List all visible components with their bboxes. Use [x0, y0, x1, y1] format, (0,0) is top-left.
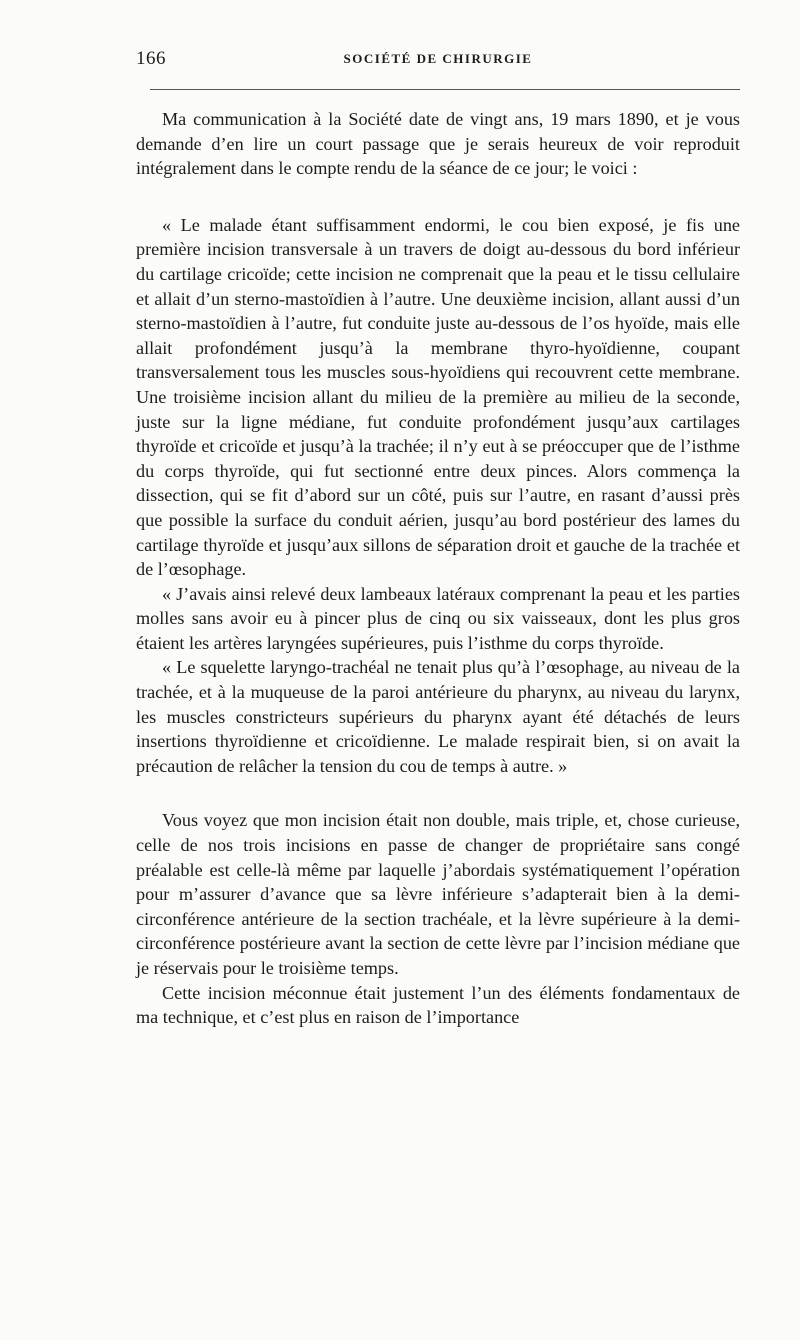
paragraph-quote-flaps: « J’avais ainsi relevé deux lambeaux latéraux comprenant la peau et les parties molles sans avoir eu à pincer plus de cinq ou six vaisseaux, dont les plus gros étaient les artères laryngées supérieures, puis l’isthme du corps thyroïde.: [136, 583, 740, 653]
paragraph-quote-skeleton: « Le squelette laryngo-trachéal ne tenait plus qu’à l’œsophage, au niveau de la trachée, et à la muqueuse de la paroi antérieure du pharynx, au niveau du larynx, les muscles constricteurs supérieurs du pharynx ayant été détachés de leurs insertions thyroïdienne et cricoïdienne. Le malade respirait bien, si on avait la précaution de relâcher la tension du cou de temps à autre. »: [136, 657, 740, 776]
paragraph-technique: Cette incision méconnue était justement l’un des éléments fondamentaux de ma technique, et c’est plus en raison de l’importance: [136, 982, 740, 1028]
paragraph-quote-incisions: « Le malade étant suffisamment endormi, le cou bien exposé, je fis une première incision transversale à un travers de doigt au-dessous du bord inférieur du cartilage cricoïde; cette incision ne comprenait que la peau et le tissu cellulaire et allait d’un sterno-mastoïdien à l’autre. Une deuxième incision, allant aussi d’un sterno-mastoïdien à l’autre, fut conduite juste au-dessous de l’os hyoïde, mais elle allait profondément jusqu’à la membrane thyro-hyoïdienne, coupant transversalement tous les muscles sous-hyoïdiens qui recouvrent cette membrane. Une troisième incision allant du milieu de la première au milieu de la seconde, juste sur la ligne médiane, fut conduite profondément jusqu’aux cartilages thyroïde et cricoïde et jusqu’à la trachée; il n’y eut à se préoccuper que de l’isthme du corps thyroïde, qui fut sectionné entre deux pinces. Alors commença la dissection, qui se fit d’abord sur un côté, puis sur l’autre, en rasant d’aussi près que possible la surface du conduit aérien, jusqu’au bord postérieur des lames du cartilage thyroïde et jusqu’aux sillons de séparation droit et gauche de la trachée et de l’œsophage.: [136, 214, 740, 580]
running-head: SOCIÉTÉ DE CHIRURGIE: [343, 51, 533, 66]
paragraph-triple-incision: Vous voyez que mon incision était non double, mais triple, et, chose curieuse, celle de nos trois incisions en passe de changer de propriétaire sans congé préalable est celle-là même par laquelle j’abordais systématiquement l’opération pour m’assurer d’avance que sa lèvre inférieure s’adapterait bien à la demi-circonférence antérieure de la section trachéale, et la lèvre supérieure à la demi-circonférence postérieure avant la section de cette lèvre par l’incision médiane que je réservais pour le troisième temps.: [136, 810, 740, 978]
header-rule: [150, 89, 740, 90]
paragraph-intro: Ma communication à la Société date de vingt ans, 19 mars 1890, et je vous demande d’en lire un court passage que je serais heureux de voir reproduit intégralement dans le compte rendu de la séance de ce jour; le voici :: [136, 109, 740, 179]
paragraph-gap: [136, 778, 740, 808]
page-header: [136, 48, 740, 78]
body-text: [136, 107, 740, 1030]
paragraph-gap: [136, 181, 740, 213]
page-number: 166: [136, 48, 166, 69]
